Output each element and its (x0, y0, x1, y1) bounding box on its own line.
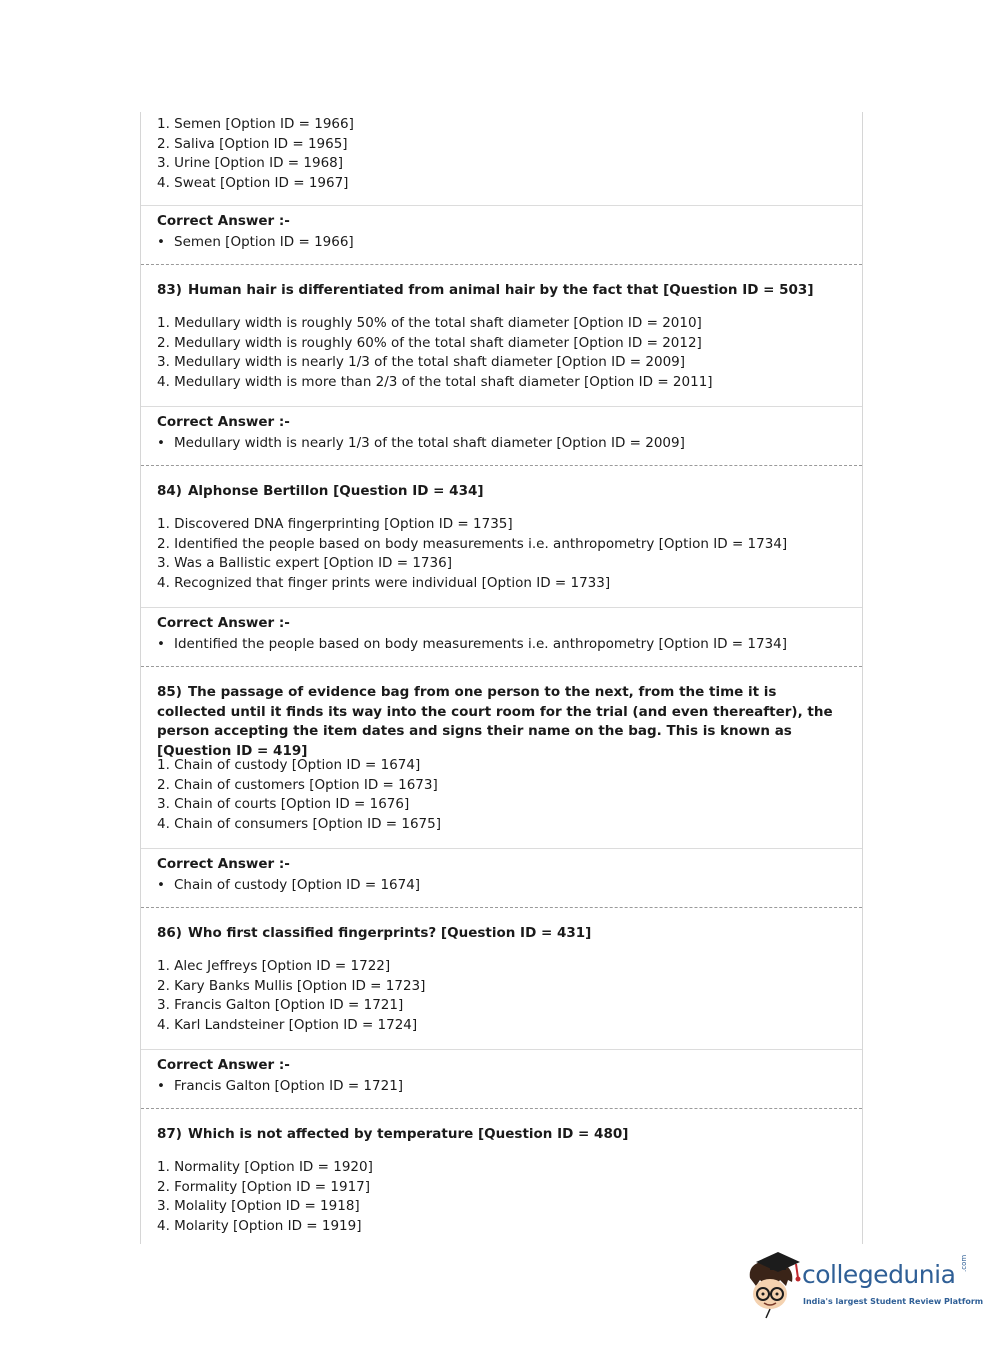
option-item: 2. Identified the people based on body measurements i.e. anthropometry [Option ID = 1734] (157, 535, 788, 552)
option-item: 2. Saliva [Option ID = 1965] (157, 135, 348, 152)
question-block (141, 265, 862, 406)
correct-answer-item (157, 434, 862, 453)
option-list (141, 115, 862, 193)
question-text: Human hair is differentiated from animal hair by the fact that [Question ID = 503] (187, 282, 814, 298)
correct-answer-text: Medullary width is nearly 1/3 of the total shaft diameter [Option ID = 2009] (174, 435, 685, 451)
correct-answer-text: Identified the people based on body measurements i.e. anthropometry [Option ID = 1734] (174, 636, 787, 652)
correct-answer-text: Semen [Option ID = 1966] (174, 234, 354, 250)
question-block (141, 466, 862, 607)
correct-answer-box (141, 848, 862, 907)
question-text: Which is not affected by temperature [Question ID = 480] (187, 1126, 629, 1142)
option-item: 4. Medullary width is more than 2/3 of the total shaft diameter [Option ID = 2011] (157, 373, 713, 390)
question-number: 87) (157, 1126, 182, 1142)
option-item: 4. Sweat [Option ID = 1967] (157, 174, 349, 191)
correct-answer-label: Correct Answer :- (157, 213, 290, 229)
option-list (141, 515, 862, 593)
option-item: 1. Medullary width is roughly 50% of the total shaft diameter [Option ID = 2010] (157, 315, 702, 331)
correct-answer-item (157, 635, 862, 654)
bullet-icon: • (157, 877, 165, 893)
option-item: 1. Alec Jeffreys [Option ID = 1722] (157, 958, 391, 974)
correct-answer-item (157, 876, 862, 895)
bullet-icon: • (157, 435, 165, 451)
correct-answer-box (141, 406, 862, 465)
question-block (141, 1109, 862, 1244)
option-item: 3. Urine [Option ID = 1968] (157, 155, 344, 172)
option-item: 4. Molarity [Option ID = 1919] (157, 1217, 362, 1234)
logo-com-suffix: .com (960, 1254, 968, 1272)
logo-wordmark: collegedunia (802, 1260, 956, 1289)
option-item: 1. Discovered DNA fingerprinting [Option ID = 1735] (157, 516, 513, 532)
option-item: 1. Normality [Option ID = 1920] (157, 1159, 373, 1175)
question-block (141, 667, 862, 848)
bullet-icon: • (157, 636, 165, 652)
option-item: 4. Karl Landsteiner [Option ID = 1724] (157, 1016, 418, 1033)
question-text: Who first classified fingerprints? [Question ID = 431] (187, 925, 592, 941)
correct-answer-box (141, 1049, 862, 1108)
option-item: 3. Was a Ballistic expert [Option ID = 1736] (157, 555, 452, 572)
bullet-icon: • (157, 1078, 165, 1094)
option-list (141, 756, 862, 834)
correct-answer-box (141, 607, 862, 666)
correct-answer-label: Correct Answer :- (157, 856, 290, 872)
logo-tagline: India's largest Student Review Platform (803, 1297, 984, 1306)
correct-answer-box (141, 205, 862, 264)
option-list (141, 957, 862, 1035)
bullet-icon: • (157, 234, 165, 250)
question-title (141, 265, 862, 314)
option-item: 1. Semen [Option ID = 1966] (157, 116, 354, 132)
previous-question-block (141, 112, 862, 205)
question-number: 85) (157, 684, 182, 700)
question-text: The passage of evidence bag from one person to the next, from the time it is collected until it finds its way into the court room for the trial (and even thereafter), the person accepting the item dates and signs their name on the bag. This is known as [Question ID = 419] (157, 684, 833, 759)
question-title (141, 1109, 862, 1158)
correct-answer-label: Correct Answer :- (157, 1057, 290, 1073)
option-item: 2. Medullary width is roughly 60% of the total shaft diameter [Option ID = 2012] (157, 334, 702, 351)
question-number: 84) (157, 483, 182, 499)
option-item: 4. Chain of consumers [Option ID = 1675] (157, 815, 441, 832)
mascot-graduation-cap-icon (742, 1250, 802, 1320)
option-item: 3. Medullary width is nearly 1/3 of the total shaft diameter [Option ID = 2009] (157, 354, 686, 371)
question-text: Alphonse Bertillon [Question ID = 434] (187, 483, 484, 499)
correct-answer-item (157, 1077, 862, 1096)
correct-answer-text: Chain of custody [Option ID = 1674] (174, 877, 421, 893)
document-page (140, 112, 863, 1244)
option-list (141, 314, 862, 392)
question-block (141, 908, 862, 1049)
option-item: 4. Recognized that finger prints were individual [Option ID = 1733] (157, 574, 611, 591)
option-item: 2. Formality [Option ID = 1917] (157, 1178, 371, 1195)
option-item: 2. Kary Banks Mullis [Option ID = 1723] (157, 977, 426, 994)
option-item: 2. Chain of customers [Option ID = 1673] (157, 776, 438, 793)
option-item: 3. Molality [Option ID = 1918] (157, 1198, 360, 1215)
question-number: 86) (157, 925, 182, 941)
option-item: 3. Francis Galton [Option ID = 1721] (157, 997, 404, 1014)
correct-answer-item (157, 233, 862, 252)
correct-answer-text: Francis Galton [Option ID = 1721] (174, 1078, 404, 1094)
question-title (141, 908, 862, 957)
correct-answer-label: Correct Answer :- (157, 615, 290, 631)
question-number: 83) (157, 282, 182, 298)
collegedunia-logo[interactable] (742, 1250, 982, 1320)
question-title (141, 466, 862, 515)
question-title (141, 667, 862, 759)
option-list (141, 1158, 862, 1236)
option-item: 3. Chain of courts [Option ID = 1676] (157, 796, 410, 813)
correct-answer-label: Correct Answer :- (157, 414, 290, 430)
option-item: 1. Chain of custody [Option ID = 1674] (157, 757, 421, 773)
